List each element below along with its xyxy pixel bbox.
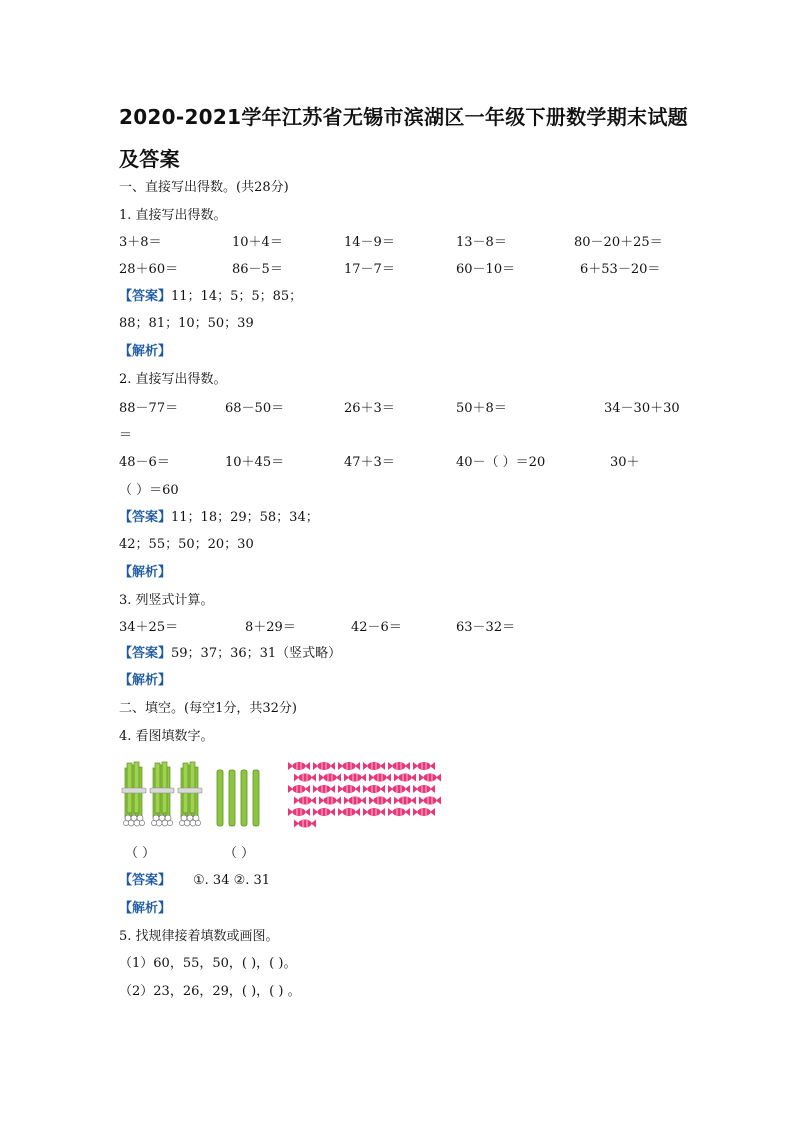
candy	[388, 785, 410, 793]
q3-answer	[119, 645, 341, 663]
candy	[394, 797, 416, 805]
candy	[413, 785, 435, 793]
q2-answer	[119, 509, 319, 527]
candy	[319, 774, 341, 782]
candy	[338, 762, 360, 770]
q4-answer-text: ①. 34 ②. 31	[193, 873, 271, 888]
q2-answer-text: 11；18；29；58；34；	[171, 510, 319, 525]
candy	[294, 797, 316, 805]
q1-item: 13－8＝	[456, 235, 507, 250]
candy	[319, 797, 341, 805]
q1-analysis: 【解析】	[119, 344, 172, 359]
q2-item: 10＋45＝	[225, 455, 285, 470]
q1-item: 14－9＝	[344, 235, 395, 250]
q2-item: 34－30＋30	[604, 401, 680, 416]
q5-stem: 5. 找规律接着填数或画图。	[119, 929, 279, 944]
q1-item: 3＋8＝	[119, 235, 162, 250]
q2-analysis: 【解析】	[119, 565, 172, 580]
q4-analysis: 【解析】	[119, 901, 172, 916]
q1-answer-line2: 88；81；10；50；39	[119, 316, 254, 331]
candy	[344, 774, 366, 782]
candy	[419, 797, 441, 805]
candy	[313, 762, 335, 770]
candy	[363, 808, 385, 816]
candy	[388, 808, 410, 816]
answer-tag: 【答案】	[119, 510, 172, 525]
q1-answer	[119, 288, 302, 306]
q2-item: 30＋	[610, 455, 640, 470]
q2-item: 50＋8＝	[456, 401, 507, 416]
q1-answer-text: 11；14；5；5；85；	[171, 289, 303, 304]
q3-item: 42－6＝	[351, 620, 402, 635]
candy	[388, 762, 410, 770]
candy	[363, 762, 385, 770]
candy	[369, 797, 391, 805]
q1-item: 86－5＝	[232, 262, 283, 277]
answer-tag: 【答案】	[119, 646, 172, 661]
q1-item: 6＋53－20＝	[580, 262, 661, 277]
q3-stem: 3. 列竖式计算。	[119, 593, 214, 608]
q5-line-2: （2）23，26，29，( )，( ) 。	[119, 984, 301, 999]
q4-answer	[119, 872, 270, 890]
candy	[413, 808, 435, 816]
q2-item: 68－50＝	[225, 401, 285, 416]
q4-blank-1[interactable]: （ ）	[125, 846, 156, 861]
q1-item: 28＋60＝	[119, 262, 179, 277]
q4-stem: 4. 看图填数字。	[119, 729, 214, 744]
q2-item: 40－（ ）＝20	[456, 455, 546, 470]
candy	[394, 774, 416, 782]
sticks-image	[118, 758, 278, 830]
answer-tag: 【答案】	[119, 289, 172, 304]
q2-item: 47＋3＝	[344, 455, 395, 470]
q3-item: 34＋25＝	[119, 620, 179, 635]
q1-item: 60－10＝	[456, 262, 516, 277]
q3-answer-text: 59；37；36；31（竖式略）	[171, 646, 342, 661]
candy	[344, 797, 366, 805]
candy	[338, 785, 360, 793]
candies-image	[285, 758, 455, 830]
document-title: 2020-2021学年江苏省无锡市滨湖区一年级下册数学期末试题及答案	[119, 105, 688, 171]
section-1-heading: 一、直接写出得数。(共28分)	[119, 180, 289, 195]
candy	[294, 820, 316, 828]
q3-item: 8＋29＝	[245, 620, 296, 635]
q3-analysis: 【解析】	[119, 673, 172, 688]
candy	[369, 774, 391, 782]
q1-item: 17－7＝	[344, 262, 395, 277]
q4-blank-2[interactable]: （ ）	[224, 846, 255, 861]
candy	[313, 785, 335, 793]
candy	[313, 808, 335, 816]
q2-answer-line2: 42；55；50；20；30	[119, 537, 254, 552]
candy	[419, 774, 441, 782]
candy	[413, 762, 435, 770]
q2-item-wrap: （ ）＝60	[119, 483, 179, 498]
q1-item: 80－20＋25＝	[574, 235, 663, 250]
q2-item: 48－6＝	[119, 455, 170, 470]
section-2-heading: 二、填空。(每空1分，共32分)	[119, 701, 297, 716]
q2-item-wrap: ＝	[119, 428, 133, 443]
q2-item: 26＋3＝	[344, 401, 395, 416]
candy	[294, 774, 316, 782]
q3-item: 63－32＝	[456, 620, 516, 635]
q1-item: 10＋4＝	[232, 235, 283, 250]
candy	[363, 785, 385, 793]
q1-stem: 1. 直接写出得数。	[119, 208, 227, 223]
q5-line-1: （1）60，55，50，( )，( )。	[119, 956, 297, 971]
candy	[288, 808, 310, 816]
candy	[338, 808, 360, 816]
q2-item: 88－77＝	[119, 401, 179, 416]
candy	[288, 785, 310, 793]
answer-tag: 【答案】	[119, 873, 172, 888]
candy	[288, 762, 310, 770]
q2-stem: 2. 直接写出得数。	[119, 372, 227, 387]
